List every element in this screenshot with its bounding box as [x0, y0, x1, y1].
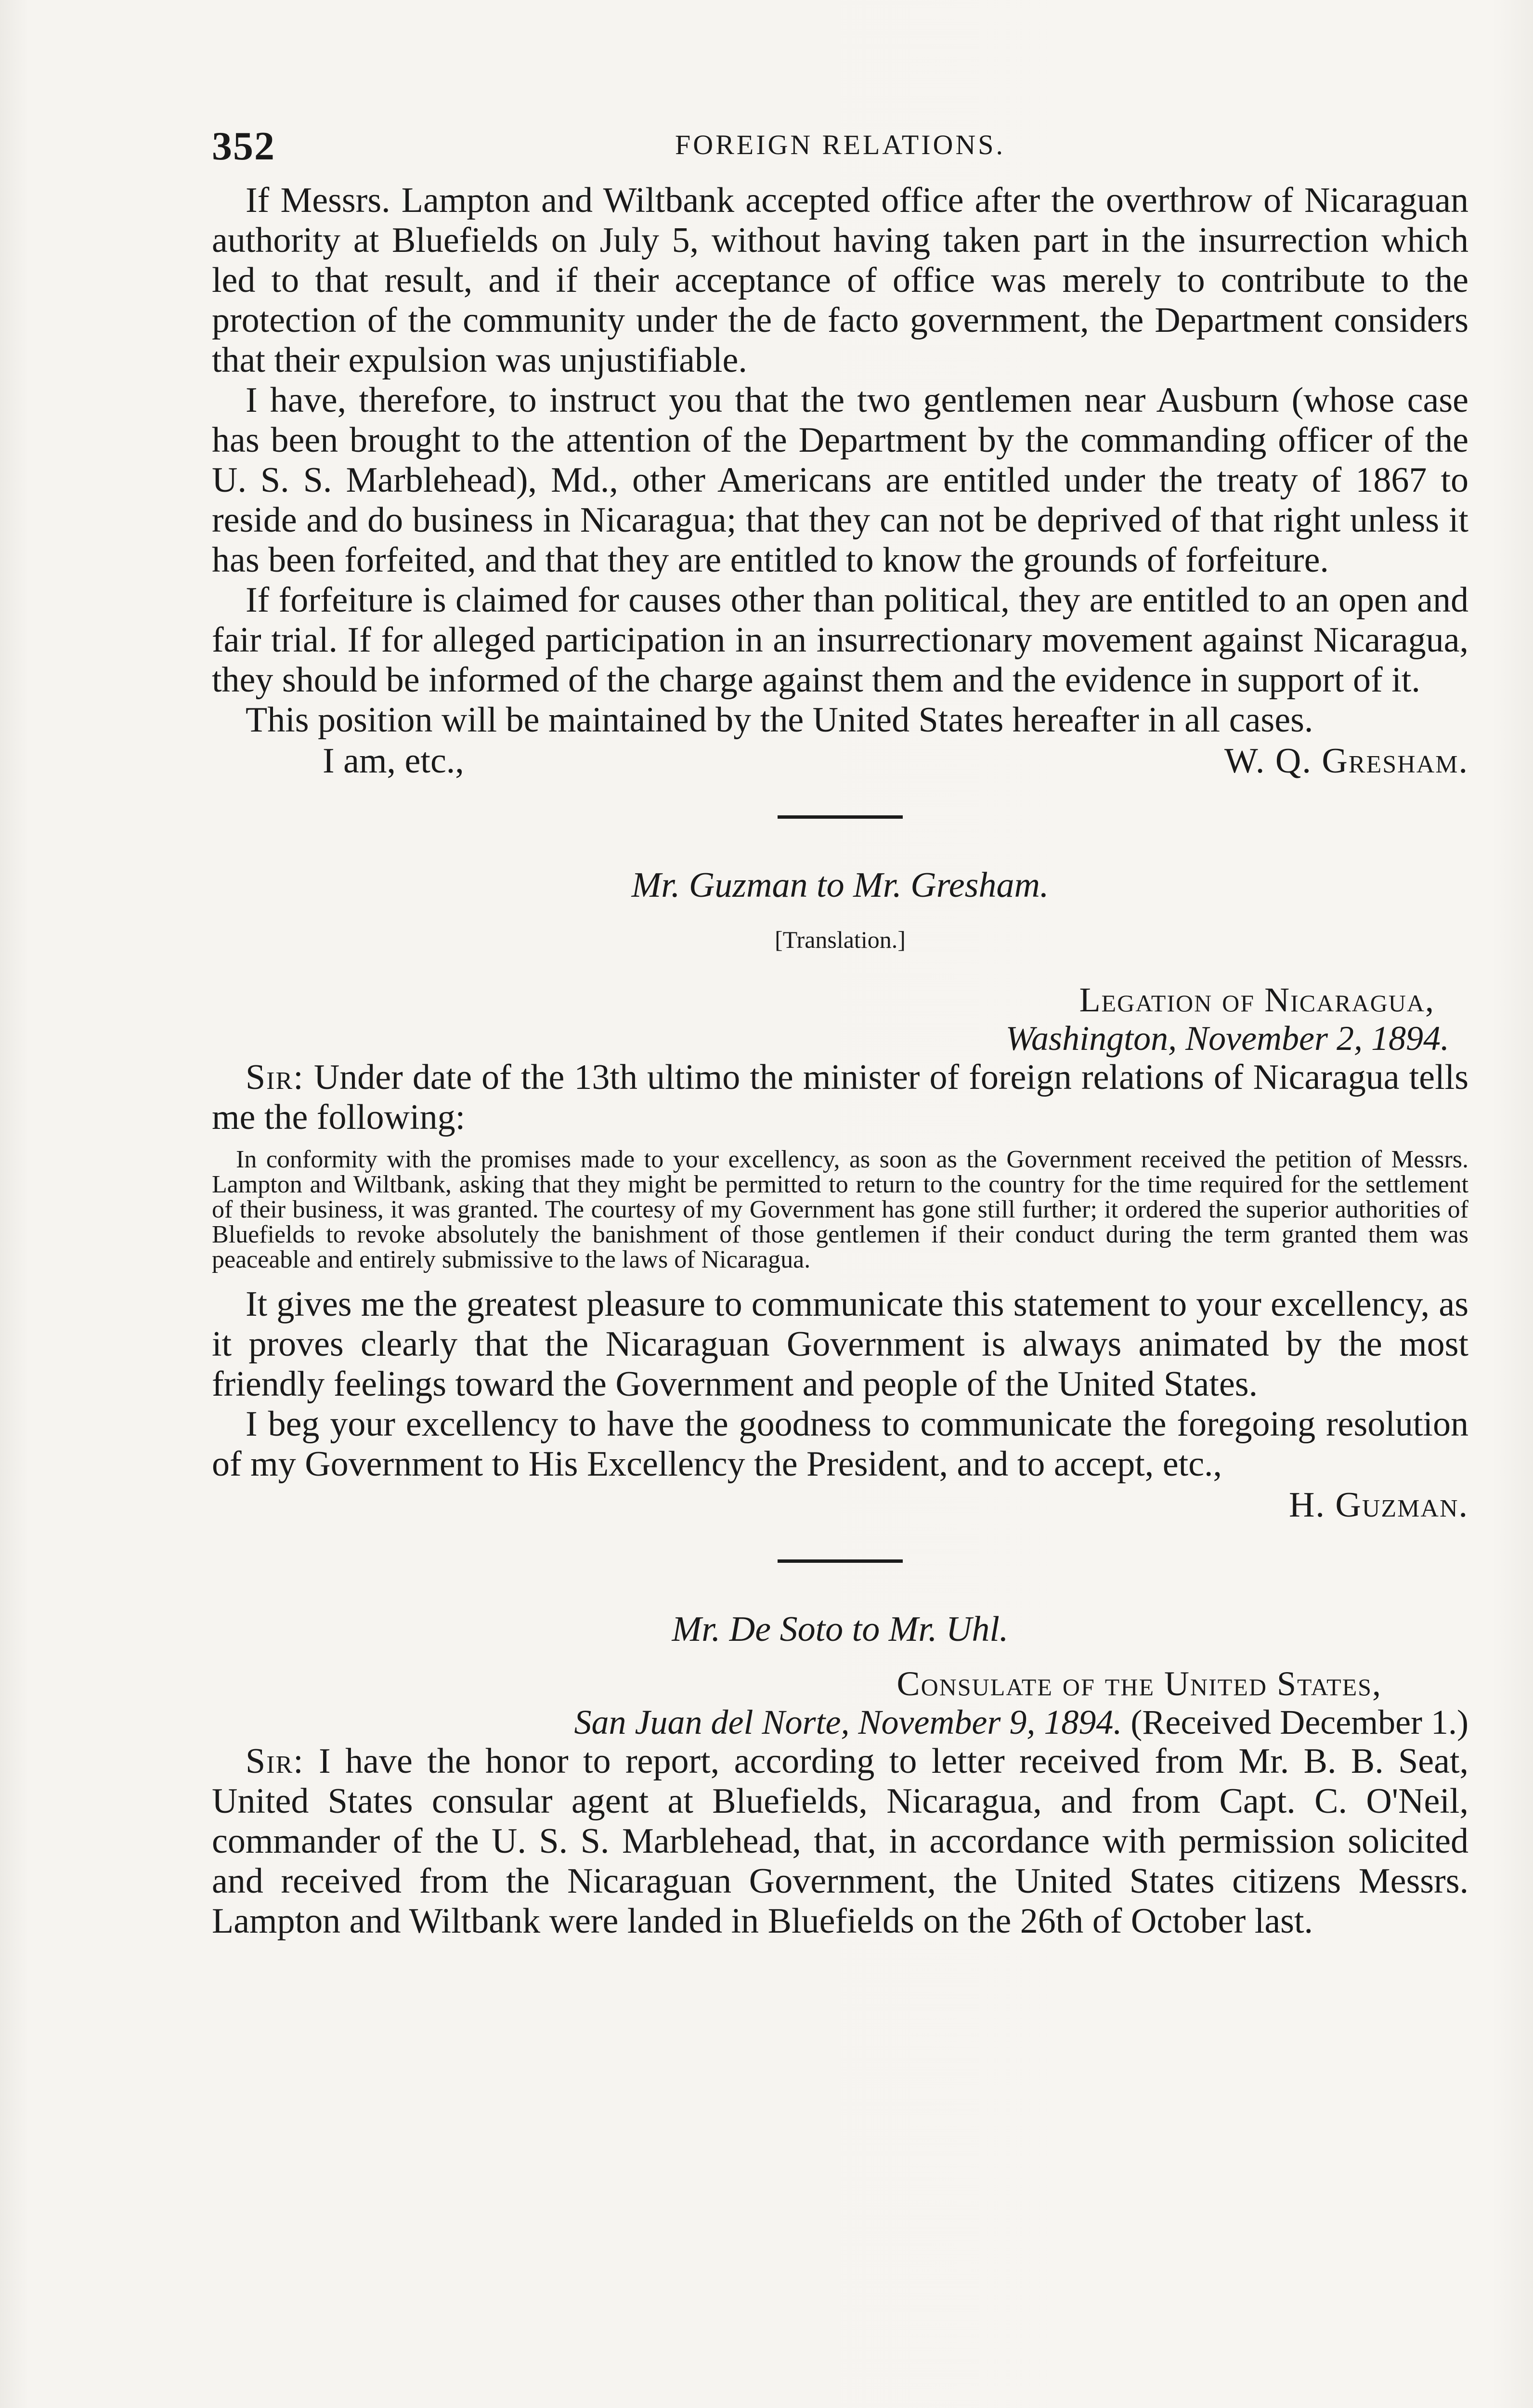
paragraph: This position will be maintained by the United States hereafter in all cases. — [246, 700, 1313, 740]
quoted-statement: In conformity with the promises made to your excellency, as soon as the Government received the petition of Messrs. Lampton and Wiltbank, asking that they might be permitted to return to the country for the time required for the settlement of their business, it was granted. The courtesy of my Government has gone still further; it ordered the superior authorities of Bluefields to revoke absolutely the banishment of those gentlemen if their conduct during the term granted them was peaceable and entirely submissive to the laws of Nicaragua. — [212, 1146, 1468, 1273]
text-column — [212, 123, 1468, 1941]
closing-line — [212, 740, 1468, 782]
section-divider — [778, 1559, 903, 1563]
page-number: 352 — [212, 124, 275, 169]
section-divider — [778, 815, 903, 819]
paragraph: If forfeiture is claimed for causes other than political, they are entitled to an open and fair trial. If for alleged participation in an insurrectionary movement against Nicaragua, they should be informed of the charge against them and the evidence in support of it. — [212, 580, 1468, 700]
signature: W. Q. Gresham. — [1224, 741, 1468, 781]
dateline-place: Legation of Nicaragua, — [1079, 981, 1435, 1019]
dateline — [212, 981, 1468, 1058]
document-heading: Mr. Guzman to Mr. Gresham. — [631, 865, 1049, 905]
letter-guzman — [212, 864, 1468, 1526]
salutation: Sir: — [246, 1741, 304, 1781]
translation-note: [Translation.] — [775, 926, 906, 953]
paragraph: I beg your excellency to have the goodness to communicate the foregoing resolution of my Government to His Excellency the President, and to accept, etc., — [212, 1404, 1468, 1484]
dateline-place: Consulate of the United States, — [896, 1664, 1382, 1703]
closing-phrase: I am, etc., — [323, 741, 464, 781]
paragraph: It gives me the greatest pleasure to communicate this statement to your excellency, as it proves clearly that the Nicaraguan Government is always animated by the most friendly feelings toward the Government and people of the United States. — [212, 1284, 1468, 1404]
document-heading: Mr. De Soto to Mr. Uhl. — [672, 1610, 1009, 1649]
received-note: (Received December 1.) — [1130, 1703, 1468, 1741]
page-header — [212, 123, 1468, 181]
body-text: I have the honor to report, according to letter received from Mr. B. B. Seat, United States consular agent at Bluefields, Nicaragua, and from Capt. C. O'Neil, commander of the U. S. S. Marblehead, that, in accordance with permission solicited and received from the Nicaraguan Government, the United States citizens Messrs. Lampton and Wiltbank were landed in Bluefields on the 26th of October last. — [212, 1741, 1469, 1941]
paragraph: If Messrs. Lampton and Wiltbank accepted office after the overthrow of Nicaraguan authority at Bluefields on July 5, without having taken part in the insurrection which led to that result, and if their acceptance of office was merely to contribute to the protection of the community under the de facto government, the Department considers that their expulsion was unjustifiable. — [212, 181, 1468, 380]
paragraph: I have, therefore, to instruct you that the two gentlemen near Ausburn (whose case has been brought to the attention of the Department by the commanding officer of the U. S. S. Marblehead), Md., other Americans are entitled under the treaty of 1867 to reside and do business in Nicaragua; that they can not be deprived of that right unless it has been forfeited, and that they are entitled to know the grounds of forfeiture. — [212, 380, 1468, 580]
paragraph — [212, 1741, 1468, 1941]
dateline-date — [212, 1703, 1468, 1741]
dateline-date-text: San Juan del Norte, November 9, 1894. — [574, 1703, 1122, 1741]
dateline — [212, 1664, 1468, 1741]
intro-text: Under date of the 13th ultimo the minister of foreign relations of Nicaragua tells me the following: — [212, 1058, 1469, 1137]
signature: H. Guzman. — [1288, 1485, 1468, 1525]
salutation: Sir: — [246, 1058, 304, 1097]
running-head: FOREIGN RELATIONS. — [675, 129, 1006, 160]
dateline-date: Washington, November 2, 1894. — [1005, 1019, 1449, 1058]
letter-de-soto — [212, 1609, 1468, 1941]
letter-gresham — [212, 181, 1468, 782]
paragraph — [212, 1058, 1468, 1138]
